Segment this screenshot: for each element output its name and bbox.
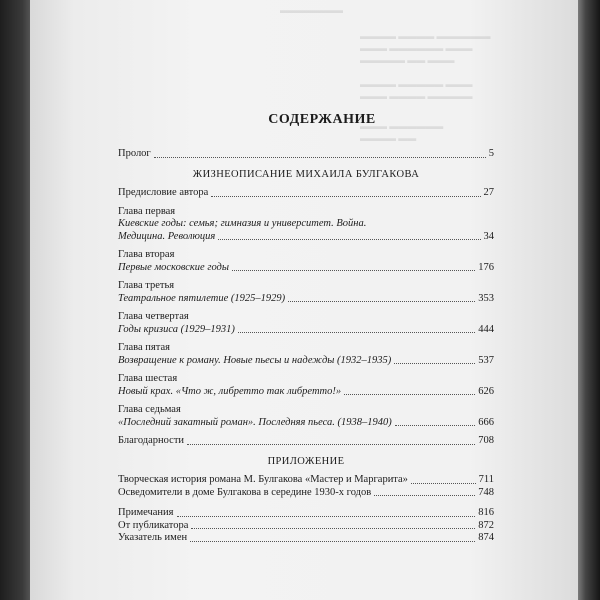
leader-dots [411, 483, 476, 484]
toc-entry-appendix-2 [118, 487, 494, 500]
page-title: СОДЕРЖАНИЕ [268, 112, 376, 127]
toc-entry-chapter-1 [118, 206, 494, 244]
leader-dots [218, 239, 480, 240]
toc-entry-notes [118, 507, 494, 520]
bleed-through-text: ▬▬▬ ▬▬▬▬▬▬ ▬▬▬▬ ▬▬ [360, 121, 444, 143]
entry-page: 176 [478, 261, 494, 273]
chapter-subtitle: Первые московские годы [118, 261, 229, 273]
chapter-heading: Глава четвертая [118, 311, 189, 322]
leader-dots [187, 444, 475, 445]
entry-page: 353 [478, 292, 494, 304]
entry-page: 874 [478, 532, 494, 543]
section-heading-appendix: ПРИЛОЖЕНИЕ [267, 455, 345, 467]
chapter-subtitle: Возвращение к роману. Новые пьесы и надежды (1932–1935) [118, 354, 392, 366]
entry-page: 34 [483, 230, 494, 242]
book-right-edge [576, 0, 600, 600]
chapter-subtitle: Киевские годы: семья; гимназия и университет. Война. [118, 218, 367, 229]
toc-entry-chapter-6 [118, 373, 494, 398]
entry-page: 537 [478, 354, 494, 366]
entry-page: 5 [488, 148, 494, 159]
entry-label: От публикатора [118, 519, 189, 531]
leader-dots [238, 332, 475, 333]
entry-label: Предисловие автора [118, 187, 209, 198]
leader-dots [394, 363, 475, 364]
toc-entry-appendix-1 [118, 474, 494, 487]
entry-label: Пролог [118, 148, 151, 159]
toc-entry-chapter-4 [118, 311, 494, 336]
section-heading-biography: ЖИЗНЕОПИСАНИЕ МИХАИЛА БУЛГАКОВА [192, 168, 420, 180]
leader-dots [154, 157, 486, 158]
entry-page: 872 [478, 519, 494, 531]
table-of-contents [118, 112, 494, 545]
toc-entry-preface [118, 187, 494, 200]
bleed-through-text: ▬▬▬▬ ▬▬▬▬▬ ▬▬▬ ▬▬▬ ▬▬▬▬ ▬▬▬▬▬ [360, 79, 473, 101]
entry-page: 711 [478, 474, 494, 485]
chapter-subtitle: Медицина. Революция [118, 230, 216, 242]
chapter-heading: Глава шестая [118, 373, 178, 384]
entry-page: 748 [478, 486, 494, 498]
book-page [30, 0, 578, 600]
leader-dots [395, 425, 476, 426]
leader-dots [177, 516, 476, 517]
chapter-subtitle: Театральное пятилетие (1925–1929) [118, 292, 286, 304]
chapter-heading: Глава седьмая [118, 404, 181, 415]
toc-entry-chapter-2 [118, 249, 494, 274]
leader-dots [191, 528, 475, 529]
toc-entry-chapter-3 [118, 280, 494, 305]
bleed-through-text: ▬▬▬▬ ▬▬▬▬ ▬▬▬▬▬▬ ▬▬▬ ▬▬▬▬▬▬ ▬▬▬ ▬▬▬▬▬ ▬▬ ▬▬▬ [360, 31, 491, 65]
leader-dots [190, 541, 475, 542]
toc-entry-publisher [118, 520, 494, 533]
leader-dots [232, 270, 475, 271]
entry-label: Примечания [118, 507, 174, 518]
toc-entry-chapter-7 [118, 404, 494, 429]
chapter-heading: Глава вторая [118, 249, 175, 260]
chapter-subtitle: Новый крах. «Что ж, либретто так либретто!» [118, 385, 342, 397]
chapter-heading: Глава первая [118, 205, 176, 217]
entry-page: 816 [478, 507, 494, 518]
entry-page: 626 [478, 385, 494, 397]
toc-entry-thanks [118, 435, 494, 448]
leader-dots [344, 394, 475, 395]
chapter-subtitle: «Последний закатный роман». Последняя пьеса. (1938–1940) [118, 416, 392, 428]
entry-label: Благодарности [118, 435, 185, 446]
entry-page: 27 [483, 187, 494, 198]
toc-entry-chapter-5 [118, 342, 494, 367]
leader-dots [374, 495, 475, 496]
toc-entry-prologue [118, 148, 494, 161]
chapter-subtitle: Годы кризиса (1929–1931) [118, 323, 235, 335]
book-left-edge [0, 0, 32, 600]
bleed-through-text: ▬▬▬▬▬▬▬ [280, 5, 343, 15]
entry-label: Творческая история романа М. Булгакова «Мастер и Маргарита» [118, 474, 408, 485]
leader-dots [211, 196, 480, 197]
chapter-heading: Глава пятая [118, 342, 170, 353]
toc-entry-index [118, 532, 494, 545]
entry-label: Указатель имен [118, 532, 188, 543]
entry-label: Осведомители в доме Булгакова в середине 1930-х годов [118, 486, 372, 498]
chapter-heading: Глава третья [118, 280, 175, 291]
entry-page: 444 [478, 323, 494, 335]
leader-dots [288, 301, 475, 302]
entry-page: 708 [478, 435, 494, 446]
entry-page: 666 [478, 416, 494, 428]
